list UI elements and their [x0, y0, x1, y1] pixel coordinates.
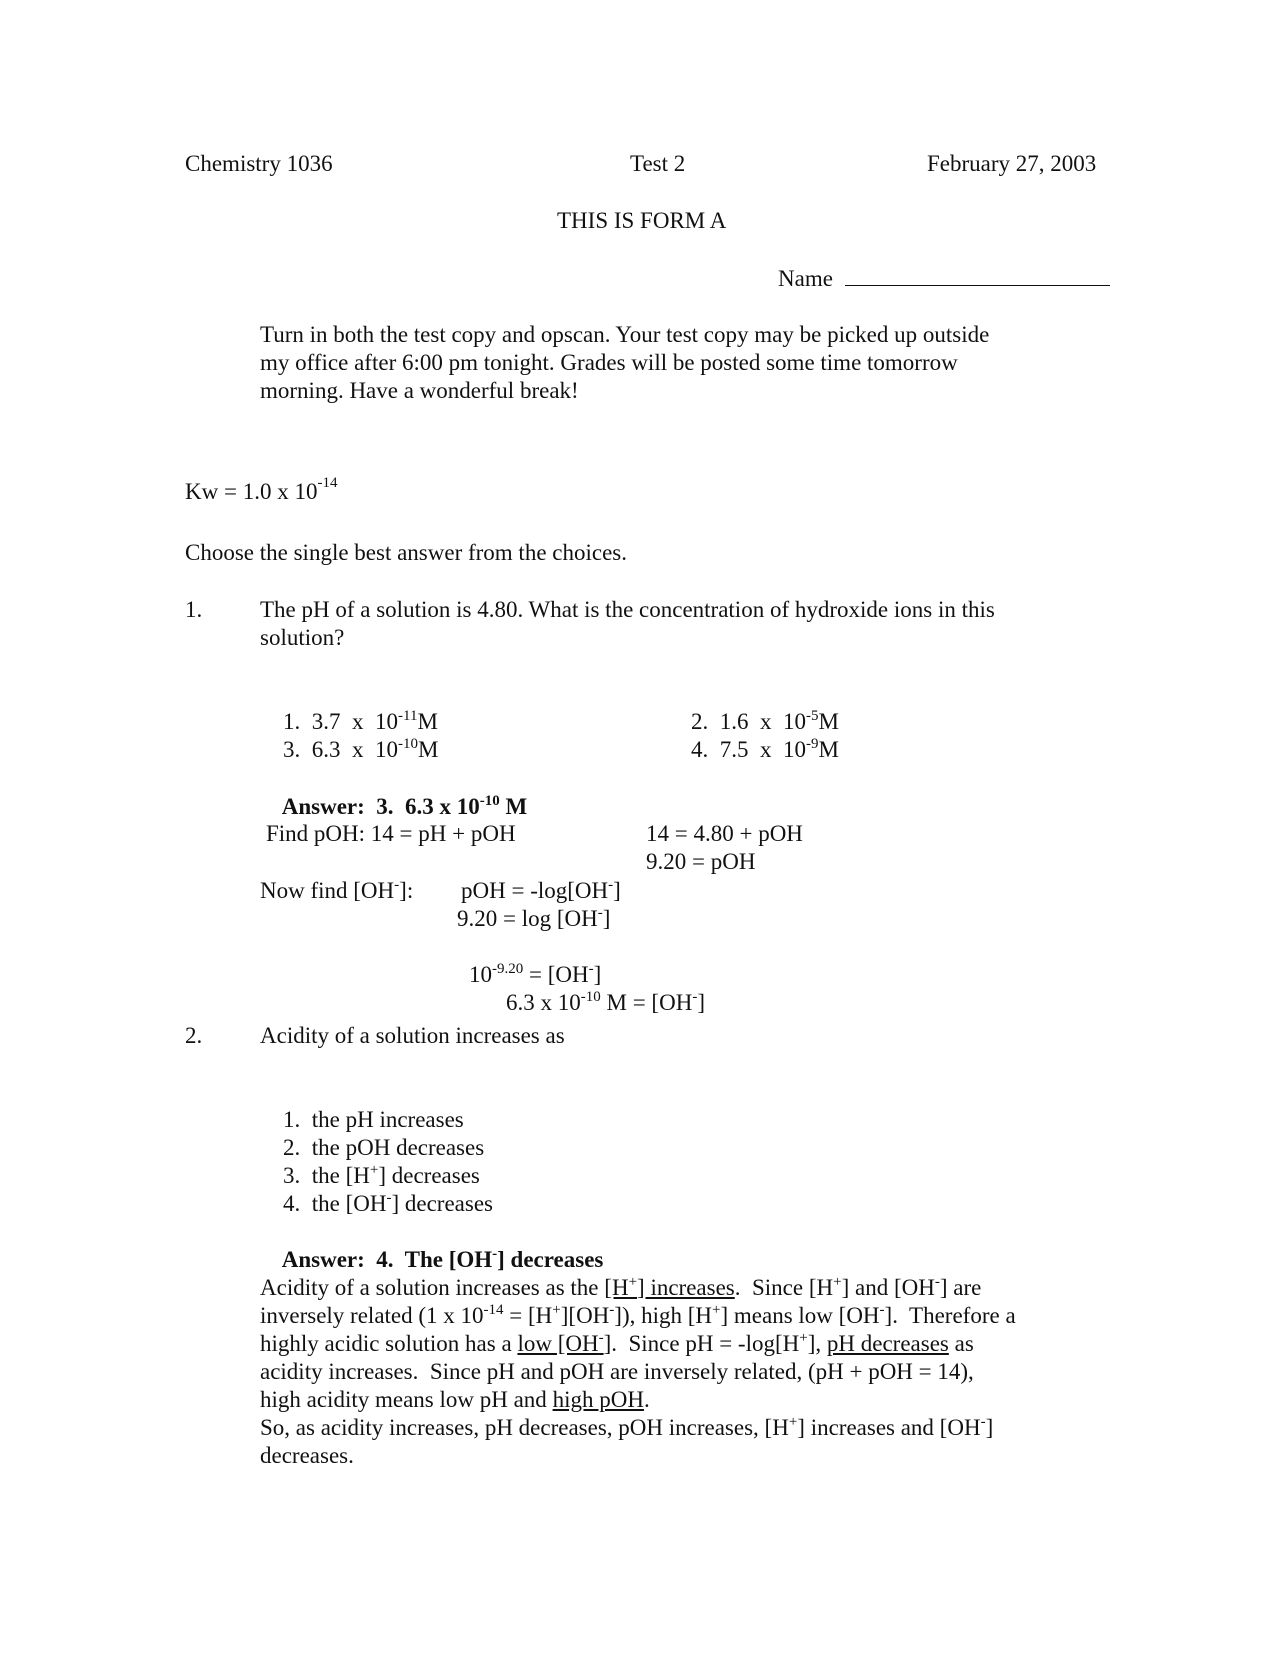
form-label: THIS IS FORM A — [557, 208, 727, 233]
superscript: + — [712, 1302, 721, 1318]
text: ] increases and [OH — [797, 1415, 981, 1440]
kw-exponent: -14 — [317, 475, 338, 491]
choice-base: 7.5 x 10 — [719, 737, 806, 762]
choice-number: 4. — [283, 1191, 301, 1216]
underlined-text: pH decreases — [826, 1331, 949, 1356]
text: Now find [OH — [260, 878, 395, 903]
choice-number: 3. — [283, 1163, 301, 1188]
answer-exponent: -10 — [479, 793, 500, 809]
underlined-text — [517, 1331, 611, 1356]
text: . — [643, 1387, 650, 1412]
q2-stem: Acidity of a solution increases as — [260, 1023, 565, 1048]
superscript: - — [980, 1414, 986, 1430]
choice-exponent: -5 — [806, 708, 819, 724]
choice-number: 4. — [691, 737, 709, 762]
choice-base: 1.6 x 10 — [719, 709, 806, 734]
q1-number: 1. — [185, 597, 203, 622]
text: ] — [613, 878, 621, 903]
q1-choice-4[interactable] — [668, 708, 839, 792]
instructions: Choose the single best answer from the choices. — [185, 540, 627, 565]
work-now-find — [260, 877, 413, 905]
answer-text: Answer: 4. The [OH — [281, 1247, 493, 1272]
superscript: + — [799, 1330, 808, 1346]
text: = [OH — [523, 962, 589, 987]
text: inversely related (1 x 10 — [260, 1303, 484, 1328]
text: high acidity means low pH and — [260, 1387, 553, 1412]
kw-base: Kw = 1.0 x 10 — [185, 479, 318, 504]
text: ] — [697, 990, 705, 1015]
text: highly acidic solution has a — [260, 1331, 518, 1356]
intro-line-3: morning. Have a wonderful break! — [260, 378, 579, 403]
text: ] are — [939, 1275, 982, 1300]
text: ] — [603, 1331, 612, 1356]
choice-number: 2. — [283, 1135, 301, 1160]
choice-text: the [H — [311, 1163, 370, 1188]
text: = [H — [503, 1303, 553, 1328]
superscript: + — [369, 1162, 379, 1178]
text: ], — [807, 1331, 827, 1356]
name-label: Name — [778, 266, 833, 291]
q2-number: 2. — [185, 1023, 203, 1048]
work-step-2 — [457, 905, 610, 933]
superscript: - — [492, 1246, 498, 1262]
superscript: - — [597, 905, 603, 921]
answer-text: ] decreases — [497, 1247, 604, 1272]
text: ] means low [OH — [720, 1303, 880, 1328]
choice-exponent: -11 — [398, 708, 418, 724]
intro-line-2: my office after 6:00 pm tonight. Grades will be posted some time tomorrow — [260, 350, 958, 375]
superscript: + — [833, 1274, 842, 1290]
course-title: Chemistry 1036 — [185, 151, 333, 176]
text: M = [OH — [600, 990, 693, 1015]
text: . Since pH = -log[H — [611, 1331, 800, 1356]
text: [H — [604, 1275, 629, 1300]
answer-text: Answer: 3. 6.3 x 10 — [281, 794, 480, 819]
text: low [OH — [517, 1331, 599, 1356]
choice-unit: M — [818, 709, 839, 734]
text: 6.3 x 10 — [506, 990, 581, 1015]
text: pOH = -log[OH — [461, 878, 609, 903]
choice-exponent: -10 — [398, 736, 418, 752]
underlined-text — [604, 1275, 734, 1300]
text: So, as acidity increases, pH decreases, pOH increases, [H — [260, 1415, 789, 1440]
choice-text: the [OH — [311, 1191, 387, 1216]
text: ]. Therefore a — [884, 1303, 1016, 1328]
answer-unit: M — [499, 794, 528, 819]
explanation-line-6 — [260, 1414, 993, 1442]
superscript: - — [692, 989, 698, 1005]
superscript: - — [598, 1330, 604, 1346]
superscript: + — [788, 1414, 798, 1430]
choice-number: 3. — [283, 737, 301, 762]
underlined-text: high pOH — [552, 1387, 644, 1412]
choice-text: the pOH decreases — [311, 1135, 485, 1160]
superscript: - — [386, 1190, 392, 1206]
choice-number: 1. — [283, 709, 301, 734]
text: ] — [602, 906, 611, 931]
superscript: - — [609, 1302, 615, 1318]
text: ] — [985, 1415, 994, 1440]
superscript: - — [608, 877, 614, 893]
text: Acidity of a solution increases as the — [260, 1275, 605, 1300]
text: ][OH — [560, 1303, 610, 1328]
choice-text: ] decreases — [391, 1191, 493, 1216]
choice-number: 1. — [283, 1107, 301, 1132]
choice-text: the pH increases — [311, 1107, 464, 1132]
choice-unit: M — [417, 709, 438, 734]
choice-text: ] decreases — [378, 1163, 480, 1188]
choice-unit: M — [418, 737, 439, 762]
choice-base: 3.7 x 10 — [311, 709, 398, 734]
superscript: - — [394, 877, 400, 893]
work-step-1 — [461, 877, 621, 905]
text: . Since [H — [734, 1275, 834, 1300]
text: ] and [OH — [841, 1275, 935, 1300]
test-date: February 27, 2003 — [927, 151, 1097, 176]
test-title: Test 2 — [630, 151, 686, 176]
text: 10 — [469, 962, 492, 987]
work-eq-2: 9.20 = pOH — [646, 849, 756, 874]
intro-line-1: Turn in both the test copy and opscan. Your test copy may be picked up outside — [260, 322, 990, 347]
choice-unit: M — [818, 737, 839, 762]
text: ]), high [H — [614, 1303, 713, 1328]
explanation-line-2 — [260, 1302, 1016, 1330]
superscript: + — [628, 1274, 638, 1290]
superscript: - — [588, 961, 594, 977]
name-blank[interactable] — [845, 267, 1110, 286]
explanation-line-7: decreases. — [260, 1443, 354, 1468]
explanation-line-1 — [260, 1274, 981, 1302]
superscript: -9.20 — [492, 961, 524, 977]
superscript: -10 — [580, 989, 601, 1005]
superscript: - — [879, 1302, 885, 1318]
text: 9.20 = log [OH — [457, 906, 598, 931]
explanation-line-4: acidity increases. Since pH and pOH are inversely related, (pH + pOH = 14), — [260, 1359, 974, 1384]
superscript: + — [552, 1302, 561, 1318]
name-field[interactable] — [778, 265, 1110, 293]
explanation-line-3 — [260, 1330, 974, 1358]
choice-base: 6.3 x 10 — [311, 737, 398, 762]
text: ]: — [399, 878, 414, 903]
choice-exponent: -9 — [806, 736, 819, 752]
superscript: - — [934, 1274, 940, 1290]
work-find-poh: Find pOH: 14 = pH + pOH — [266, 821, 516, 846]
choice-number: 2. — [691, 709, 709, 734]
text: as — [948, 1331, 974, 1356]
explanation-line-5 — [260, 1386, 650, 1414]
work-eq-1: 14 = 4.80 + pOH — [646, 821, 803, 846]
q1-stem-line-2: solution? — [260, 625, 345, 650]
superscript: -14 — [483, 1302, 504, 1318]
text: ] — [593, 962, 602, 987]
text: ] increases — [637, 1275, 735, 1300]
q1-stem-line-1: The pH of a solution is 4.80. What is the concentration of hydroxide ions in this — [260, 597, 995, 622]
kw-constant — [185, 475, 338, 506]
